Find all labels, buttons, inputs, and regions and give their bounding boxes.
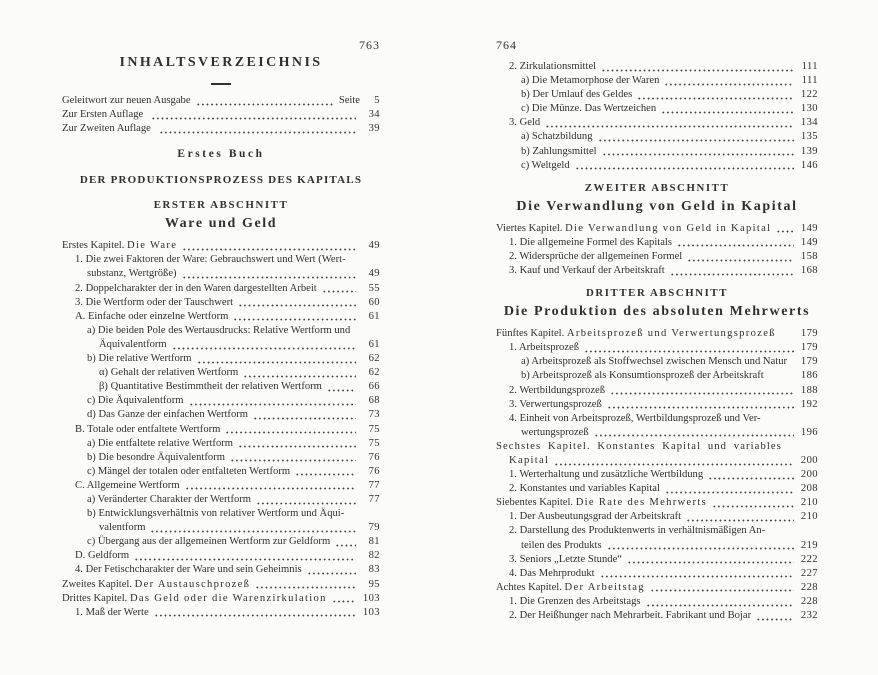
entry-label: Zweites Kapitel. [62,578,135,590]
toc-entry [62,366,380,380]
toc-entry [62,267,380,281]
entry-label-spaced: Der Austauschprozeß [134,578,251,590]
page-ref: 130 [800,103,818,115]
entry-label-spaced: Das Geld oder die Warenzirkulation [129,592,327,604]
toc-entry [496,412,818,426]
dot-leader [327,389,356,392]
dot-leader [708,477,794,480]
page-ref: 81 [368,536,380,548]
page-ref: 179 [800,342,818,354]
entry-label: a) Arbeitsprozeß als Stoffwechsel zwischen Mensch und Natur [521,356,788,368]
toc-entry [496,454,818,468]
entry-label: b) Der Umlauf des Geldes [521,89,633,101]
section-kicker: ZWEITER ABSCHNITT [584,181,730,194]
toc-entry [496,341,818,355]
entry-label-spaced: Sechstes Kapitel. Konstantes Kapital und variables [496,440,782,452]
dot-leader [594,434,794,437]
toc-entry [496,327,818,341]
entry-label: Siebentes Kapitel. [496,497,576,509]
entry-label: β) Quantitative Bestimmtheit der relativen Wertform [99,381,322,393]
page-word: Seite [338,95,360,106]
entry-label: Zur Zweiten Auflage [62,123,154,135]
toc-entry [496,236,818,250]
dot-leader [295,473,356,476]
entry-label: Drittes Kapitel. [62,592,130,604]
dot-leader [332,600,356,603]
page-ref: 62 [368,353,380,365]
toc-entry [496,524,818,538]
entry-label: 2. Wertbildungsprozeß [509,384,606,396]
page-ref: 146 [800,159,818,171]
page-ref: 68 [368,395,380,407]
dot-leader [159,131,357,134]
page-ref: 111 [801,75,818,87]
dot-leader [610,392,794,395]
page-ref: 76 [368,465,380,477]
dot-leader [154,614,356,617]
page-ref: 49 [368,268,380,280]
part-heading: DER PRODUKTIONSPROZESS DES KAPITALS [79,174,363,187]
page-ref: 34 [368,109,380,121]
toc-entry [496,510,818,524]
entry-label: b) Entwicklungsverhältnis von relativer Wertform und Äqui- [87,508,345,520]
toc-entry [62,535,380,549]
entry-label: d) Das Ganze der einfachen Wertform [87,409,249,421]
page-ref: 188 [800,384,818,396]
dot-leader [627,561,794,564]
dot-leader [776,230,794,233]
dot-leader [646,604,794,607]
toc-entry [62,563,380,577]
toc-entry [62,324,380,338]
section-title: Ware und Geld [164,216,278,232]
toc-entry [62,122,380,136]
page-ref: 149 [800,222,818,234]
dot-leader [238,445,356,448]
dot-leader [230,459,356,462]
entry-label: 1. Die Grenzen des Arbeitstags [509,595,641,607]
toc-entry [62,507,380,521]
toc-entry [496,159,818,173]
entry-label: 2. Darstellung des Produktenwerts in verhältnismäßigen An- [509,525,766,537]
toc-entry [62,108,380,122]
page-ref: 75 [368,437,380,449]
toc-entry [62,493,380,507]
entry-label: 1. Der Ausbeutungsgrad der Arbeitskraft [509,511,682,523]
entry-label: Zur Ersten Auflage [62,109,146,121]
page-ref: 77 [368,479,380,491]
toc-entry [62,451,380,465]
dot-leader [233,318,356,321]
page-ref: 5 [374,95,380,106]
entry-label: 2. Zirkulationsmittel [509,61,597,72]
toc-entry [496,609,818,623]
entry-label: α) Gehalt der relativen Wertform [99,367,239,379]
toc-entry [62,282,380,296]
entry-label: a) Veränderter Charakter der Wertform [87,493,252,505]
left-page [62,36,380,620]
page-ref: 139 [800,145,818,157]
dot-leader [665,491,794,494]
entry-label: 3. Die Wertform oder der Tauschwert [75,296,234,308]
dot-leader [197,361,356,364]
page-ref: 210 [800,511,818,523]
dot-leader [322,290,356,293]
page-ref: 227 [800,567,818,579]
entry-label: b) Arbeitsprozeß als Konsumtionsprozeß der Arbeitskraft [521,370,764,382]
page-ref: 200 [800,454,818,466]
toc-entry [496,130,818,144]
dot-leader [255,586,356,589]
page-ref: 149 [800,236,818,248]
entry-label: c) Die Münze. Das Wertzeichen [521,103,657,115]
page-ref: 103 [362,606,380,618]
page-ref: 73 [368,409,380,421]
entry-label: Viertes Kapitel. [496,222,566,234]
dot-leader [712,505,794,508]
toc-entry [62,465,380,479]
dot-leader [637,97,794,100]
dot-leader [575,167,794,170]
entry-label: 3. Geld [509,117,541,129]
dot-leader [182,248,356,251]
page-ref: 79 [368,522,380,534]
toc-entry [62,239,380,253]
entry-label: b) Die relative Wertform [87,353,192,365]
entry-label: teilen des Produkts [521,539,602,551]
entry-label: 2. Doppelcharakter der in den Waren dargestellten Arbeit [75,282,317,294]
toc-entry [62,521,380,535]
book-heading: Erstes Buch [177,148,265,161]
page-ref: 219 [800,539,818,551]
right-page [496,36,818,623]
page-ref: 95 [368,578,380,590]
entry-label: C. Allgemeine Wertform [75,479,180,491]
toc-entry [496,369,818,383]
page-ref: 103 [362,592,380,604]
dot-leader [182,276,356,279]
toc-entry [496,145,818,159]
entry-label: c) Die Äquivalentform [87,395,184,407]
toc-entry [62,479,380,493]
dot-leader [554,463,794,466]
right-page-content [496,60,818,623]
dot-leader [238,304,356,307]
dot-leader [607,547,794,550]
dot-leader [256,502,356,505]
dot-leader [189,403,357,406]
toc-entry [496,222,818,236]
entry-label: substanz, Wertgröße) [87,268,177,280]
entry-label: 3. Verwertungsprozeß [509,398,602,410]
entry-label-spaced: Die Ware [127,240,178,252]
section-kicker: DRITTER ABSCHNITT [585,287,729,300]
toc-entry [496,384,818,398]
entry-label: 4. Das Mehrprodukt [509,567,595,579]
dot-leader [602,153,794,156]
page-ref: 55 [368,282,380,294]
entry-label-spaced: Der Arbeitstag [564,581,645,593]
toc-entry [62,578,380,592]
toc-entry [62,606,380,620]
dot-leader [600,575,794,578]
dot-leader [225,431,356,434]
toc-entry [496,496,818,510]
right-page-number: 764 [496,38,517,52]
page-ref: 232 [800,610,818,621]
dot-leader [650,589,794,592]
page-ref: 39 [368,123,380,135]
dot-leader [243,375,356,378]
toc-entry [62,408,380,422]
page-ref: 77 [368,493,380,505]
toc-entry [496,88,818,102]
toc-entry [496,553,818,567]
entry-label: 2. Der Heißhunger nach Mehrarbeit. Fabrikant und Bojar [509,610,752,621]
page-ref: 228 [800,581,818,593]
entry-label: c) Übergang aus der allgemeinen Wertform zur Geldform [87,536,331,548]
toc-entry [496,116,818,130]
dot-leader [335,544,356,547]
dot-leader [196,103,335,106]
section-title: Die Produktion des absoluten Mehrwerts [503,304,811,320]
entry-label: 1. Werterhaltung und zusätzliche Wertbildung [509,469,704,481]
dot-leader [545,125,794,128]
page-ref: 83 [368,564,380,576]
dot-leader [607,406,794,409]
page-ref: 208 [800,483,818,495]
page-ref: 82 [368,550,380,562]
entry-label: D. Geldform [75,550,130,562]
toc-entry [496,595,818,609]
page-ref: 75 [368,423,380,435]
toc-title: INHALTSVERZEICHNIS [119,55,323,70]
toc-entry [62,94,380,108]
entry-label: b) Zahlungsmittel [521,145,597,157]
page-ref: 168 [800,265,818,277]
dot-leader [598,139,795,142]
page-ref: 192 [800,398,818,410]
entry-label-spaced: Die Rate des Mehrwerts [575,497,708,509]
entry-label: 3. Seniors „Letzte Stunde“ [509,553,622,565]
toc-entry [496,567,818,581]
page-ref: 60 [368,296,380,308]
toc-entry [496,355,818,369]
entry-label: B. Totale oder entfaltete Wertform [75,423,221,435]
entry-label: Fünftes Kapitel. [496,328,567,340]
dot-leader [664,83,794,86]
toc-entry [496,398,818,412]
entry-label-spaced: Kapital [509,454,550,466]
entry-label-spaced: Arbeitsprozeß und Verwertungsprozeß [566,328,776,340]
entry-label: Erstes Kapitel. [62,240,128,252]
section-title: Die Verwandlung von Geld in Kapital [516,198,798,214]
entry-label: wertungsprozeß [521,426,589,438]
toc-entry [496,74,818,88]
page-ref: 111 [801,61,818,72]
page-ref: 179 [800,328,818,340]
page-ref: 49 [368,240,380,252]
entry-label: 2. Konstantes und variables Kapital [509,483,660,495]
entry-label: a) Die entfaltete relative Wertform [87,437,234,449]
toc-entry [496,250,818,264]
toc-entry [496,581,818,595]
page-ref: 228 [800,595,818,607]
dot-leader [185,487,356,490]
dot-leader [756,618,794,621]
toc-entry [62,437,380,451]
page-ref: 135 [800,131,818,143]
page-ref: 179 [800,356,818,368]
dot-leader [151,117,356,120]
page-ref: 200 [800,469,818,481]
page-ref: 122 [800,89,818,101]
entry-label: 3. Kauf und Verkauf der Arbeitskraft [509,265,665,277]
page-ref: 134 [800,117,818,129]
dot-leader [134,558,356,561]
entry-label: 2. Widersprüche der allgemeinen Formel [509,250,683,262]
section-kicker: ERSTER ABSCHNITT [153,199,289,212]
page-ref: 66 [368,381,380,393]
entry-label: a) Die Metamorphose der Waren [521,75,660,87]
entry-label: Geleitwort zur neuen Ausgabe [62,95,191,106]
toc-entry [496,102,818,116]
entry-label: valentform [99,522,146,534]
page-ref: 61 [368,310,380,322]
toc-entry [62,380,380,394]
toc-entry [496,539,818,553]
left-page-content [62,94,380,620]
toc-entry [62,592,380,606]
dot-leader [172,347,356,350]
toc-entry [62,352,380,366]
page-ref: 76 [368,451,380,463]
page-ref: 158 [800,250,818,262]
toc-entry [62,549,380,563]
page-ref: 210 [800,497,818,509]
entry-label: 1. Arbeitsprozeß [509,342,580,354]
entry-label: c) Weltgeld [521,159,570,171]
toc-entry [62,296,380,310]
entry-label: 4. Einheit von Arbeitsprozeß, Wertbildungsprozeß und Ver- [509,412,761,424]
dot-leader [150,530,356,533]
toc-entry [496,264,818,278]
page-ref: 222 [800,553,818,565]
entry-label: 1. Die allgemeine Formel des Kapitals [509,236,672,248]
toc-entry [496,468,818,482]
page-ref: 62 [368,367,380,379]
dot-leader [687,259,794,262]
dot-leader [670,273,794,276]
dot-leader [686,519,794,522]
toc-entry [62,394,380,408]
entry-label: 1. Die zwei Faktoren der Ware: Gebrauchswert und Wert (Wert- [75,254,346,266]
entry-label-spaced: Die Verwandlung von Geld in Kapital [565,222,772,234]
toc-entry [62,310,380,324]
dot-leader [601,69,794,72]
toc-entry [62,253,380,267]
dot-leader [253,417,356,420]
toc-entry [496,426,818,440]
entry-label: 1. Maß der Werte [75,606,149,618]
entry-label: a) Die beiden Pole des Wertausdrucks: Relative Wertform und [87,324,351,336]
dot-leader [677,244,794,247]
entry-label: A. Einfache oder einzelne Wertform [75,310,229,322]
dot-leader [307,572,356,575]
entry-label: Äquivalentform [99,338,167,350]
page-ref: 196 [800,426,818,438]
entry-label: a) Schatzbildung [521,131,593,143]
dot-leader [661,111,794,114]
toc-entry [62,423,380,437]
toc-entry [496,482,818,496]
toc-entry [496,440,818,454]
toc-entry [62,338,380,352]
entry-label: c) Mängel der totalen oder entfalteten Wertform [87,465,291,477]
entry-label: b) Die besondre Äquivalentform [87,451,225,463]
left-page-number: 763 [359,38,380,52]
title-rule [211,83,231,85]
entry-label: Achtes Kapitel. [496,581,565,593]
toc-entry [496,60,818,74]
entry-label: 4. Der Fetischcharakter der Ware und sein Geheimnis [75,564,302,576]
dot-leader [584,350,794,353]
page-ref: 186 [800,370,818,382]
page-ref: 61 [368,338,380,350]
